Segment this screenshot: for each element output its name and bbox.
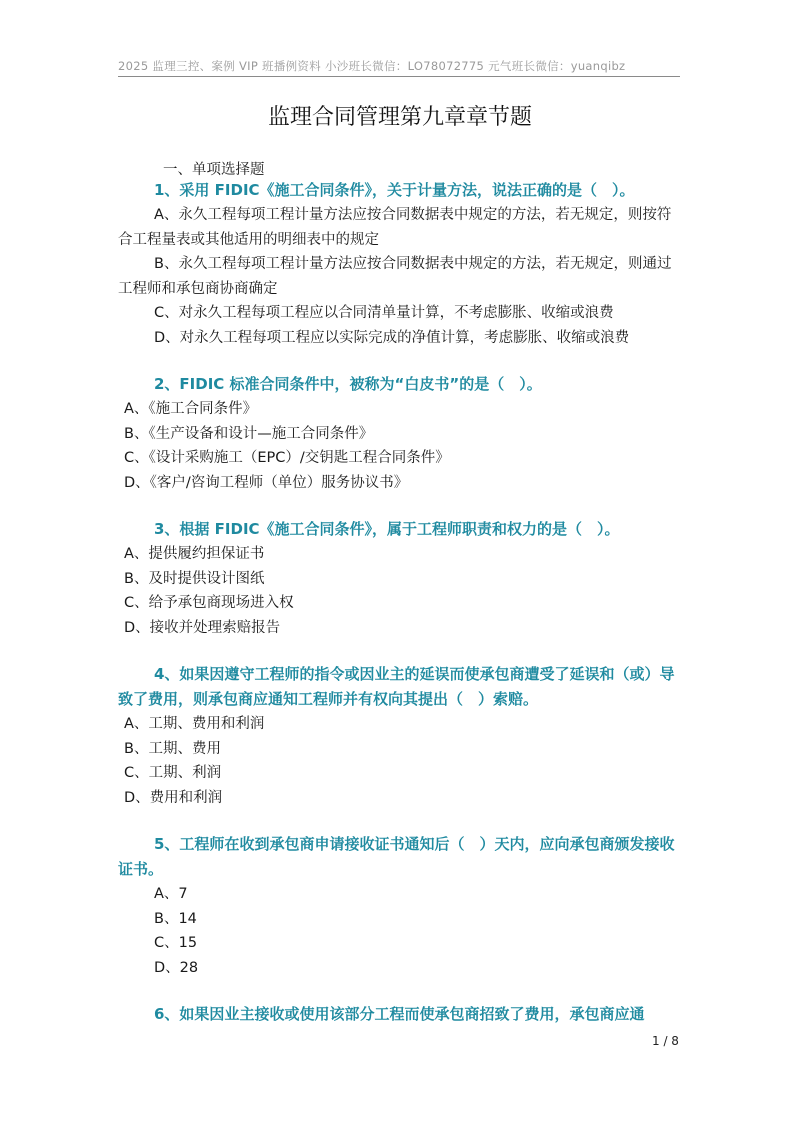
question-option: B、及时提供设计图纸 xyxy=(124,570,265,587)
header-divider xyxy=(118,76,680,77)
header-note: 2025 监理三控、案例 VIP 班播例资料 小沙班长微信：LO78072775 元气班长微信：yuanqibz xyxy=(118,59,626,73)
question-option: C、《设计采购施工（EPC）/交钥匙工程合同条件》 xyxy=(124,450,450,466)
question-option: A、7 xyxy=(154,886,188,902)
question-option: C、对永久工程每项工程应以合同清单量计算，不考虑膨胀、收缩或浪费 xyxy=(154,305,614,321)
question-option: A、提供履约担保证书 xyxy=(124,546,265,562)
question-option: D、接收并处理索赔报告 xyxy=(124,619,281,636)
question-option: D、28 xyxy=(154,959,199,976)
question-option: C、15 xyxy=(154,935,198,951)
question-list xyxy=(118,178,682,1027)
question-option: C、工期、利润 xyxy=(124,765,222,781)
section-heading: 一、单项选择题 xyxy=(163,162,265,178)
question-option: A、永久工程每项工程计量方法应按合同数据表中规定的方法，若无规定，则按符合工程量表或其他适用的明细表中的规定 xyxy=(118,207,672,248)
question-option: D、对永久工程每项工程应以实际完成的净值计算，考虑膨胀、收缩或浪费 xyxy=(154,329,630,346)
question-stem: 1、采用 FIDIC《施工合同条件》，关于计量方法，说法正确的是（ ）。 xyxy=(154,181,635,199)
question-option: B、工期、费用 xyxy=(124,740,221,757)
page-number: 1 / 8 xyxy=(652,1034,679,1048)
question-stem: 6、如果因业主接收或使用该部分工程而使承包商招致了费用，承包商应通 xyxy=(154,1005,645,1023)
question-stem: 5、工程师在收到承包商申请接收证书通知后（ ）天内，应向承包商颁发接收证书。 xyxy=(118,835,675,878)
question-option: B、永久工程每项工程计量方法应按合同数据表中规定的方法，若无规定，则通过工程师和承包商协商确定 xyxy=(118,256,672,297)
question-option: C、给予承包商现场进入权 xyxy=(124,595,294,611)
question-option: A、工期、费用和利润 xyxy=(124,716,265,732)
page-title: 监理合同管理第九章章节题 xyxy=(267,105,532,130)
question-option: D、费用和利润 xyxy=(124,789,223,806)
question-stem: 4、如果因遵守工程师的指令或因业主的延误而使承包商遭受了延误和（或）导致了费用，则承包商应通知工程师并有权向其提出（ ）索赔。 xyxy=(118,665,675,708)
question-stem: 2、FIDIC 标准合同条件中，被称为“白皮书”的是（ ）。 xyxy=(154,375,542,393)
question-option: B、《生产设备和设计—施工合同条件》 xyxy=(124,425,374,442)
question-stem: 3、根据 FIDIC《施工合同条件》，属于工程师职责和权力的是（ ）。 xyxy=(154,520,620,538)
question-option: A、《施工合同条件》 xyxy=(124,401,258,417)
question-option: D、《客户/咨询工程师（单位）服务协议书》 xyxy=(124,474,409,491)
question-option: B、14 xyxy=(154,910,197,927)
